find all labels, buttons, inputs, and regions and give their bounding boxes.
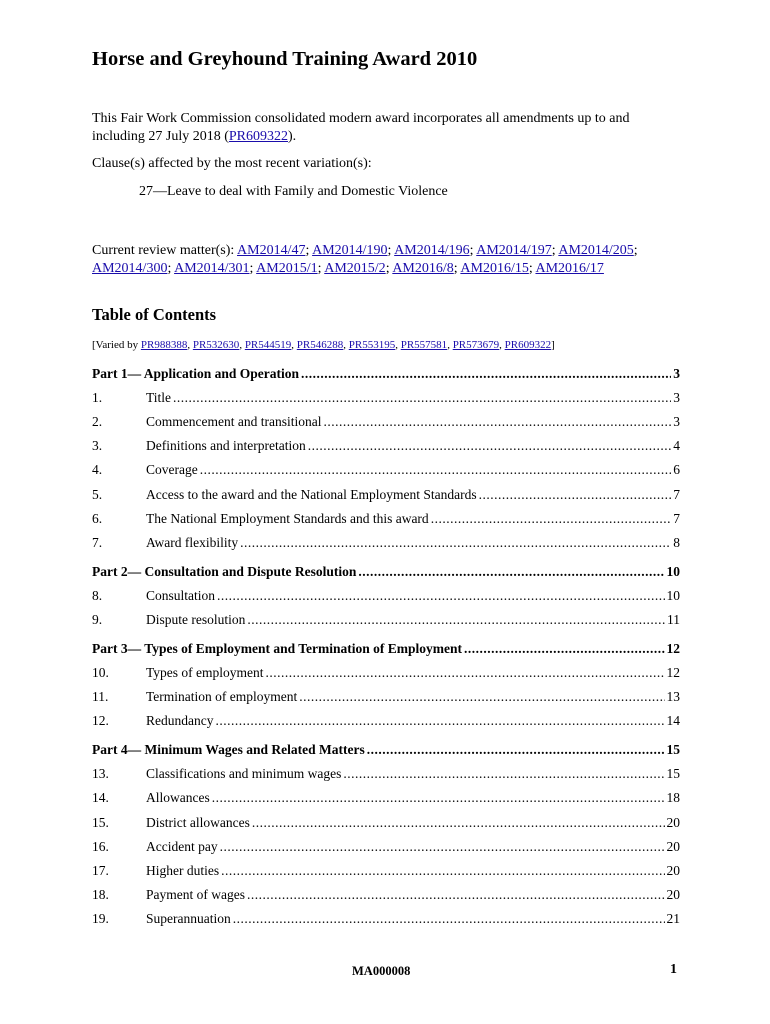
- separator: ,: [239, 339, 245, 351]
- toc-entry-row[interactable]: [92, 612, 680, 630]
- intro-end: ).: [288, 129, 297, 144]
- toc-page-number: 14: [666, 713, 680, 728]
- toc-page-number: 3: [673, 414, 680, 429]
- separator: ;: [528, 261, 536, 276]
- toc-entry-label: Definitions and interpretation: [146, 438, 306, 453]
- toc-dot-leader: [308, 438, 672, 454]
- toc-entry-label: Commencement and transitional: [146, 414, 322, 429]
- review-matter-link[interactable]: AM2014/300: [92, 261, 168, 276]
- toc-entry-number: 11.: [92, 689, 109, 704]
- toc-entry-number: 1.: [92, 390, 103, 405]
- toc-part-row[interactable]: [92, 366, 680, 384]
- toc-entry-label: District allowances: [146, 815, 250, 830]
- toc-entry-row[interactable]: [92, 713, 680, 731]
- toc-heading: Table of Contents: [92, 305, 217, 324]
- review-matter-link[interactable]: AM2016/17: [535, 261, 604, 276]
- toc-page-number: 20: [666, 887, 680, 902]
- toc-page-number: 12: [666, 641, 680, 656]
- varied-by-link[interactable]: PR988388: [140, 339, 188, 351]
- separator: ,: [447, 339, 453, 351]
- toc-entry-number: 15.: [92, 815, 109, 830]
- separator: ;: [167, 261, 175, 276]
- toc-page-number: 4: [673, 438, 680, 453]
- toc-entry-label: Allowances: [146, 790, 210, 805]
- toc-entry-number: 9.: [92, 612, 103, 627]
- toc-entry-number: 3.: [92, 438, 103, 453]
- separator: ;: [317, 261, 325, 276]
- review-matter-link[interactable]: AM2016/15: [460, 261, 529, 276]
- varied-by-link[interactable]: PR553195: [348, 339, 396, 351]
- toc-page-number: 15: [666, 742, 680, 757]
- review-matter-link[interactable]: AM2014/301: [174, 261, 250, 276]
- varied-by-link[interactable]: PR546288: [296, 339, 344, 351]
- varied-prefix: [Varied by: [92, 339, 141, 351]
- clause-item: 27—Leave to deal with Family and Domestic Violence: [139, 184, 448, 199]
- varied-by-link[interactable]: PR609322: [504, 339, 552, 351]
- toc-part-row[interactable]: [92, 742, 680, 760]
- varied-by-line: [92, 339, 555, 351]
- toc-page-number: 10: [666, 588, 680, 603]
- separator: ,: [499, 339, 505, 351]
- toc-page-number: 20: [666, 839, 680, 854]
- toc-entry-number: 8.: [92, 588, 103, 603]
- toc-entry-row[interactable]: [92, 487, 680, 505]
- toc-page-number: 6: [673, 462, 680, 477]
- toc-dot-leader: [221, 863, 664, 879]
- footer-code: MA000008: [352, 964, 411, 978]
- toc-page-number: 7: [673, 511, 680, 526]
- toc-entry-number: 12.: [92, 713, 109, 728]
- toc-entry-row[interactable]: [92, 535, 680, 553]
- toc-entry-row[interactable]: [92, 887, 680, 905]
- toc-dot-leader: [252, 815, 665, 831]
- toc-dot-leader: [220, 839, 665, 855]
- toc-entry-row[interactable]: [92, 815, 680, 833]
- toc-entry-label: The National Employment Standards and this award: [146, 511, 429, 526]
- varied-by-link[interactable]: PR544519: [244, 339, 292, 351]
- separator: ;: [633, 243, 638, 258]
- toc-page-number: 12: [666, 665, 680, 680]
- toc-entry-label: Redundancy: [146, 713, 214, 728]
- toc-entry-number: 6.: [92, 511, 103, 526]
- toc-entry-label: Superannuation: [146, 911, 231, 926]
- toc-dot-leader: [212, 790, 665, 806]
- toc-dot-leader: [247, 887, 665, 903]
- separator: ,: [395, 339, 401, 351]
- footer-page-number: 1: [670, 962, 677, 977]
- toc-entry-row[interactable]: [92, 588, 680, 606]
- review-matter-link[interactable]: AM2014/47: [237, 243, 306, 258]
- intro-text: This Fair Work Commission consolidated modern award incorporates all amendments up to and including 27 July 2018 (: [92, 111, 630, 144]
- toc-page-number: 15: [666, 766, 680, 781]
- separator: ;: [385, 261, 393, 276]
- toc-dot-leader: [299, 689, 664, 705]
- toc-entry-label: Coverage: [146, 462, 198, 477]
- toc-page-number: 13: [666, 689, 680, 704]
- toc-entry-row[interactable]: [92, 665, 680, 683]
- toc-dot-leader: [301, 366, 671, 382]
- toc-entry-label: Types of employment: [146, 665, 264, 680]
- toc-dot-leader: [247, 612, 665, 628]
- varied-suffix: ]: [551, 339, 555, 351]
- review-matters: [92, 242, 680, 278]
- toc-dot-leader: [358, 564, 664, 580]
- toc-entry-row[interactable]: [92, 911, 680, 929]
- review-matter-link[interactable]: AM2014/197: [476, 243, 552, 258]
- toc-entry-label: Payment of wages: [146, 887, 245, 902]
- toc-entry-label: Access to the award and the National Employment Standards: [146, 487, 477, 502]
- toc-dot-leader: [479, 487, 672, 503]
- toc-entry-row[interactable]: [92, 511, 680, 529]
- toc-entry-label: Part 1— Application and Operation: [92, 366, 300, 381]
- toc-page-number: 11: [667, 612, 680, 627]
- separator: ,: [291, 339, 297, 351]
- toc-entry-row[interactable]: [92, 689, 680, 707]
- toc-dot-leader: [173, 390, 671, 406]
- toc-entry-row[interactable]: [92, 863, 680, 881]
- intro-paragraph: [92, 110, 680, 146]
- varied-by-link[interactable]: PR573679: [452, 339, 500, 351]
- toc-dot-leader: [343, 766, 664, 782]
- varied-by-link[interactable]: PR557581: [400, 339, 448, 351]
- toc-entry-label: Dispute resolution: [146, 612, 246, 627]
- separator: ;: [453, 261, 461, 276]
- toc-entry-number: 10.: [92, 665, 109, 680]
- review-matter-link[interactable]: AM2016/8: [392, 261, 454, 276]
- toc-entry-number: 13.: [92, 766, 109, 781]
- toc-entry-number: 5.: [92, 487, 103, 502]
- toc-entry-label: Part 3— Types of Employment and Termination of Employment: [92, 641, 463, 656]
- toc-page-number: 21: [666, 911, 680, 926]
- review-matter-link[interactable]: AM2014/205: [558, 243, 634, 258]
- toc-entry-number: 4.: [92, 462, 103, 477]
- review-matter-link[interactable]: AM2015/2: [324, 261, 386, 276]
- document-title: Horse and Greyhound Training Award 2010: [92, 48, 478, 70]
- toc-dot-leader: [323, 414, 671, 430]
- toc-entry-number: 7.: [92, 535, 103, 550]
- toc-dot-leader: [240, 535, 671, 551]
- toc-page-number: 20: [666, 863, 680, 878]
- separator: ;: [249, 261, 257, 276]
- toc-entry-row[interactable]: [92, 438, 680, 456]
- toc-entry-row[interactable]: [92, 839, 680, 857]
- intro-link[interactable]: PR609322: [228, 129, 289, 144]
- toc-entry-label: Accident pay: [146, 839, 218, 854]
- toc-entry-label: Higher duties: [146, 863, 220, 878]
- toc-dot-leader: [200, 462, 672, 478]
- toc-page-number: 3: [673, 390, 680, 405]
- review-label: Current review matter(s):: [92, 243, 238, 258]
- toc-part-row[interactable]: [92, 641, 680, 659]
- toc-dot-leader: [217, 588, 664, 604]
- varied-by-link[interactable]: PR532630: [192, 339, 240, 351]
- review-matter-link[interactable]: AM2014/190: [312, 243, 388, 258]
- separator: ;: [305, 243, 313, 258]
- toc-dot-leader: [215, 713, 664, 729]
- toc-entry-number: 18.: [92, 887, 109, 902]
- toc-dot-leader: [431, 511, 672, 527]
- review-matter-link[interactable]: AM2014/196: [394, 243, 470, 258]
- toc-entry-label: Award flexibility: [146, 535, 239, 550]
- toc-page-number: 10: [666, 564, 680, 579]
- toc-entry-row[interactable]: [92, 390, 680, 408]
- toc-entry-label: Classifications and minimum wages: [146, 766, 342, 781]
- toc-entry-number: 14.: [92, 790, 109, 805]
- toc-page-number: 7: [673, 487, 680, 502]
- document-page: [92, 0, 680, 1024]
- toc-page-number: 20: [666, 815, 680, 830]
- toc-entry-number: 2.: [92, 414, 103, 429]
- toc-entry-label: Termination of employment: [146, 689, 298, 704]
- toc-entry-number: 17.: [92, 863, 109, 878]
- separator: ;: [551, 243, 559, 258]
- toc-dot-leader: [233, 911, 665, 927]
- review-matter-link[interactable]: AM2015/1: [256, 261, 318, 276]
- toc-dot-leader: [266, 665, 665, 681]
- separator: ,: [343, 339, 349, 351]
- toc-dot-leader: [464, 641, 664, 657]
- toc-page-number: 18: [666, 790, 680, 805]
- toc-entry-row[interactable]: [92, 766, 680, 784]
- toc-entry-number: 16.: [92, 839, 109, 854]
- toc-entry-label: Part 2— Consultation and Dispute Resolution: [92, 564, 357, 579]
- toc-dot-leader: [367, 742, 665, 758]
- separator: ;: [469, 243, 477, 258]
- toc-page-number: 8: [673, 535, 680, 550]
- toc-entry-row[interactable]: [92, 462, 680, 480]
- toc-entry-number: 19.: [92, 911, 109, 926]
- clauses-label: Clause(s) affected by the most recent variation(s):: [92, 156, 372, 171]
- separator: ;: [387, 243, 395, 258]
- toc-entry-label: Consultation: [146, 588, 216, 603]
- toc-entry-label: Part 4— Minimum Wages and Related Matters: [92, 742, 365, 757]
- toc-part-row[interactable]: [92, 564, 680, 582]
- separator: ,: [187, 339, 193, 351]
- toc-entry-row[interactable]: [92, 414, 680, 432]
- toc-entry-row[interactable]: [92, 790, 680, 808]
- toc-entry-label: Title: [146, 390, 172, 405]
- toc-page-number: 3: [673, 366, 680, 381]
